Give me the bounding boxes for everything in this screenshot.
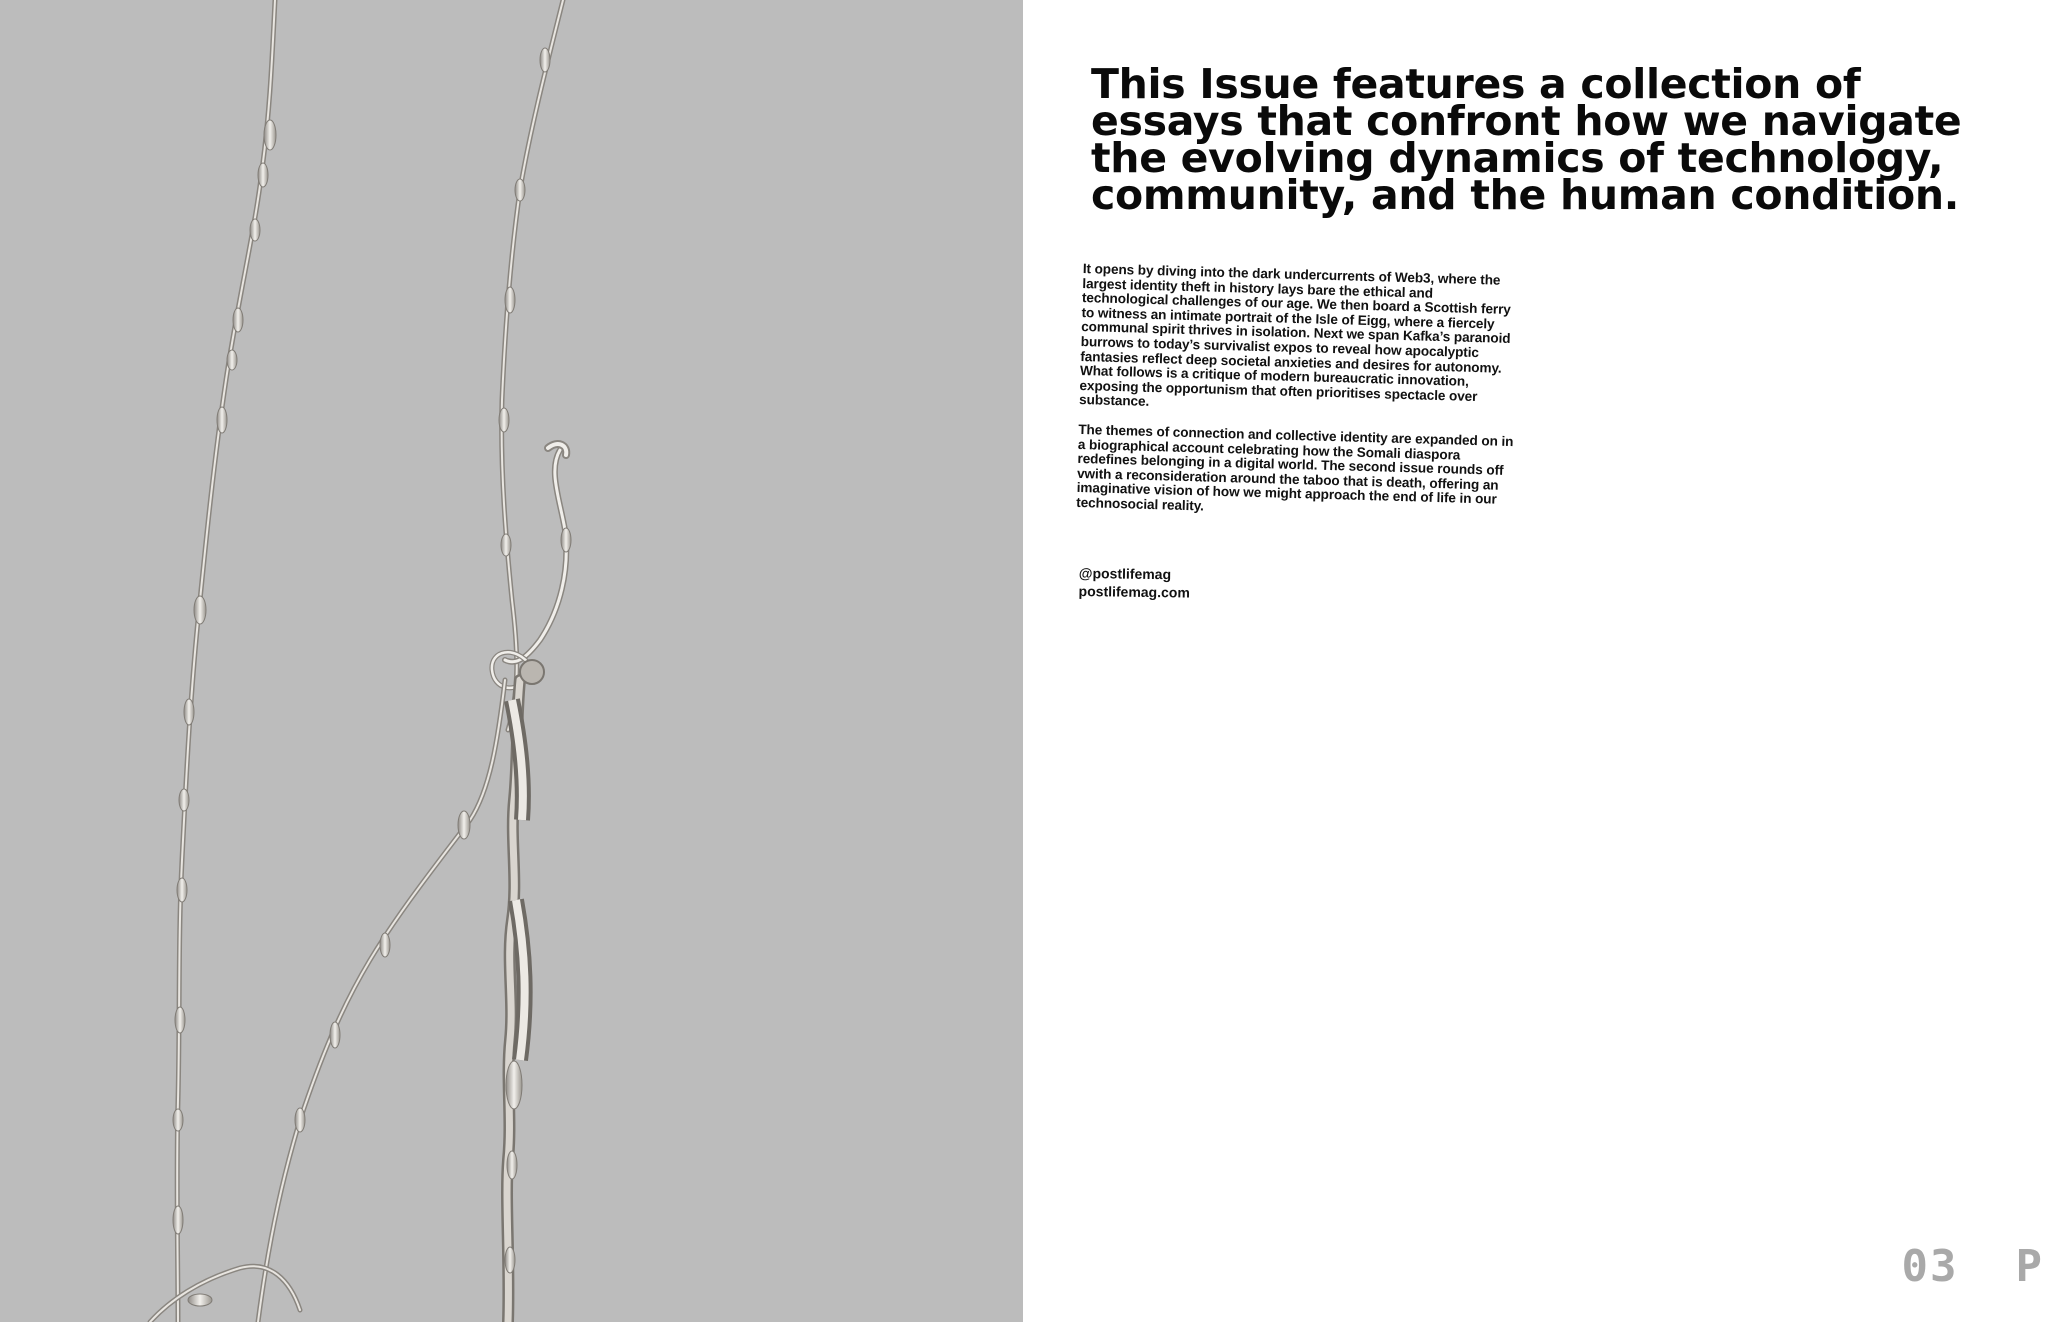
issue-description — [1076, 262, 1523, 538]
sculpture-photo-page — [0, 0, 1023, 1322]
intro-paragraph: It opens by diving into the dark undercurrents of Web3, where the largest identity theft in history lays bare the ethical and technological challenges of our age. We then board a Scottish ferry to witness an intimate portrait of the Isle of Eigg, where a fiercely communal spirit thrives in isolation. Next we span Kafka’s paranoid burrows to today’s survivalist expos to reveal how apocalyptic fantasies reflect deep societal anxieties and desires for autonomy. What follows is a critique of modern bureaucratic innovation, exposing the opportunism that often prioritises spectacle over substance. — [1078, 261, 1511, 410]
page-number: 03 P — [1901, 1241, 2044, 1292]
themes-paragraph: The themes of connection and collective identity are expanded on in a biographical account celebrating how the Somali diaspora redefines belonging in a digital world. The second issue rounds off vwith a reconsideration around the taboo that is death, offering an imaginative vision of how we might approach the end of life in our technosocial reality. — [1076, 421, 1514, 514]
wire-sculpture-illustration — [0, 0, 1023, 1322]
social-handle: @postlifemag — [1078, 564, 1172, 583]
text-page — [1023, 0, 2048, 1322]
issue-headline: This Issue features a collection of essays that confront how we navigate the evolving dynamics of technology, community, and the human condition. — [1091, 60, 1962, 219]
website-link: postlifemag.com — [1078, 582, 1190, 601]
contact-block — [1078, 564, 1190, 602]
